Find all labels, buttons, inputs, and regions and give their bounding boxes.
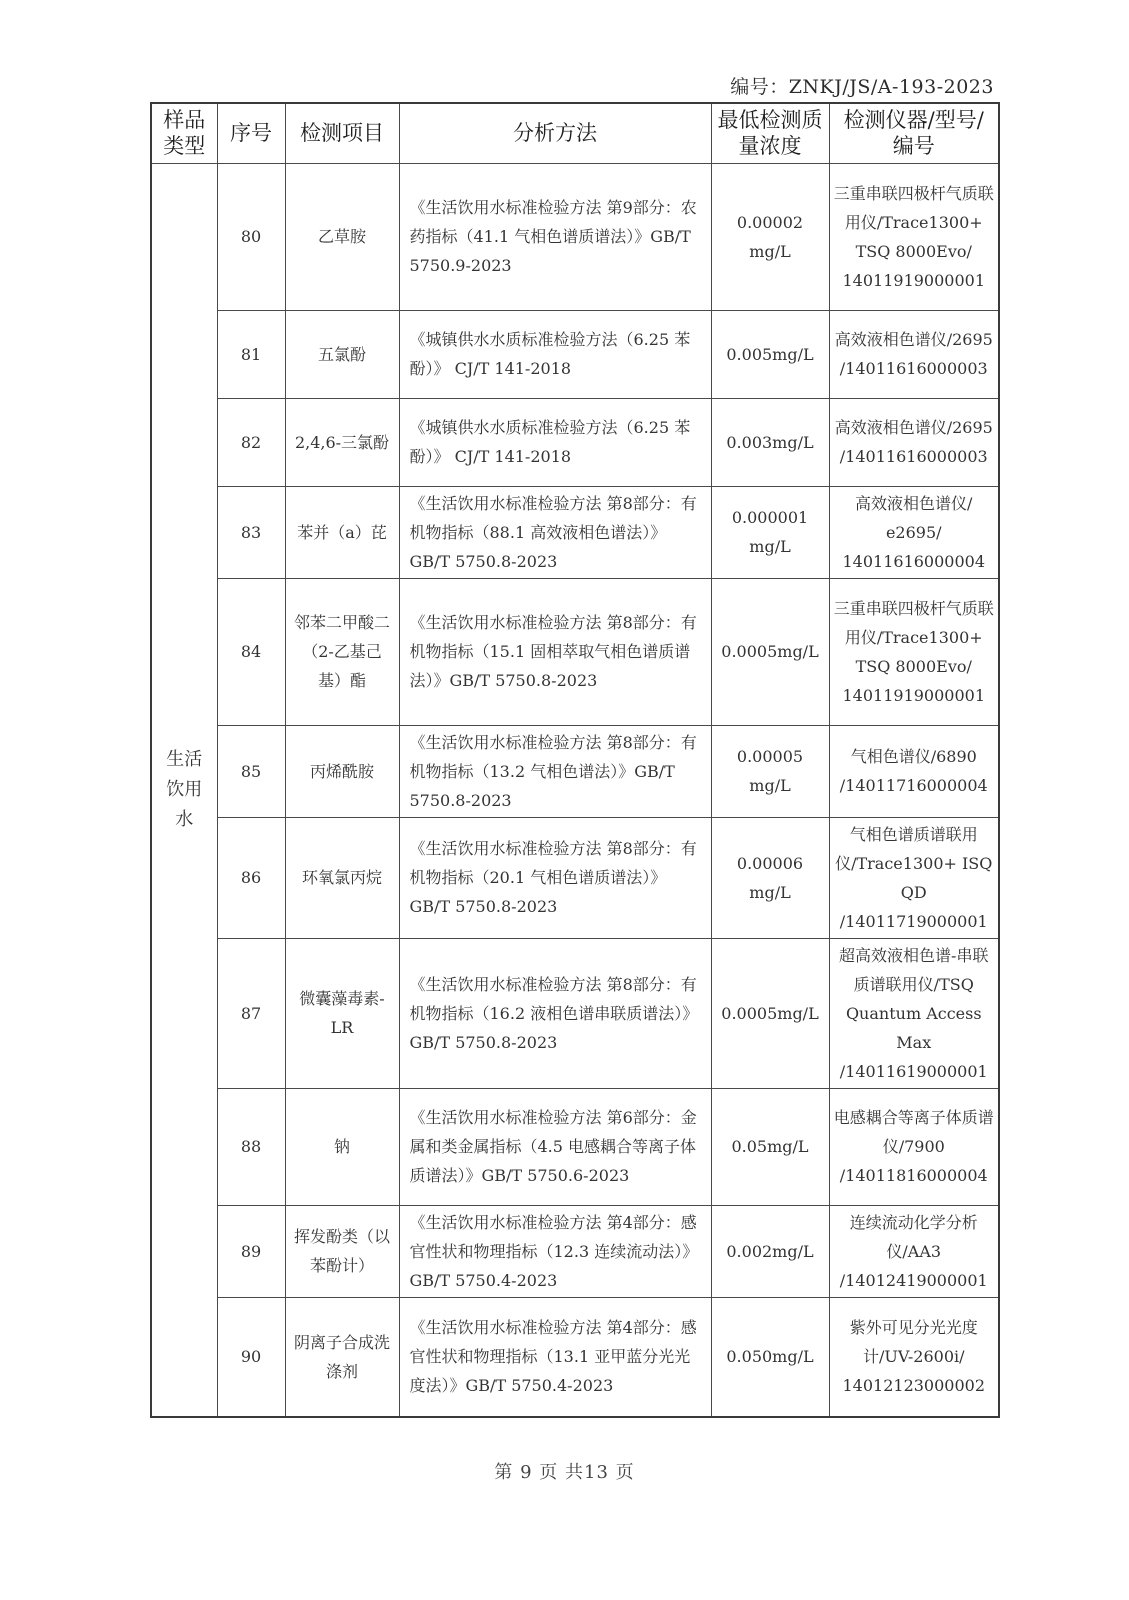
- method-cell: 《生活饮用水标准检验方法 第8部分：有机物指标（88.1 高效液相色谱法）》GB/T 5750.8-2023: [399, 486, 711, 578]
- header-item: 检测项目: [285, 103, 399, 163]
- header-min-conc: 最低检测质量浓度: [711, 103, 829, 163]
- table-row: [151, 398, 999, 486]
- item-cell: 微囊藻毒素-LR: [285, 938, 399, 1088]
- item-cell: 乙草胺: [285, 163, 399, 310]
- item-cell: 五氯酚: [285, 310, 399, 398]
- instrument-cell: 超高效液相色谱-串联质谱联用仪/TSQ Quantum Access Max /14011619000001: [829, 938, 999, 1088]
- instrument-cell: 高效液相色谱仪/2695 /14011616000003: [829, 310, 999, 398]
- instrument-cell: 高效液相色谱仪/ e2695/ 14011616000004: [829, 486, 999, 578]
- method-cell: 《城镇供水水质标准检验方法（6.25 苯酚）》 CJ/T 141-2018: [399, 310, 711, 398]
- seq-cell: 81: [217, 310, 285, 398]
- table-row: [151, 163, 999, 310]
- seq-cell: 83: [217, 486, 285, 578]
- table-row: [151, 938, 999, 1088]
- test-items-table: [150, 102, 1000, 1418]
- method-cell: 《生活饮用水标准检验方法 第9部分：农药指标（41.1 气相色谱质谱法）》GB/T 5750.9-2023: [399, 163, 711, 310]
- min-conc-cell: 0.005mg/L: [711, 310, 829, 398]
- table-row: [151, 578, 999, 725]
- min-conc-cell: 0.050mg/L: [711, 1297, 829, 1417]
- table-row: [151, 725, 999, 817]
- seq-cell: 80: [217, 163, 285, 310]
- min-conc-cell: 0.00005 mg/L: [711, 725, 829, 817]
- item-cell: 钠: [285, 1088, 399, 1205]
- item-cell: 阴离子合成洗涤剂: [285, 1297, 399, 1417]
- method-cell: 《生活饮用水标准检验方法 第8部分：有机物指标（13.2 气相色谱法）》GB/T 5750.8-2023: [399, 725, 711, 817]
- min-conc-cell: 0.002mg/L: [711, 1205, 829, 1297]
- seq-cell: 89: [217, 1205, 285, 1297]
- page-number: 第 9 页 共13 页: [494, 1462, 635, 1483]
- item-cell: 环氧氯丙烷: [285, 817, 399, 938]
- seq-cell: 84: [217, 578, 285, 725]
- header-sample-type: 样品类型: [151, 103, 217, 163]
- instrument-cell: 紫外可见分光光度计/UV-2600i/ 14012123000002: [829, 1297, 999, 1417]
- instrument-cell: 气相色谱仪/6890 /14011716000004: [829, 725, 999, 817]
- instrument-cell: 电感耦合等离子体质谱仪/7900 /14011816000004: [829, 1088, 999, 1205]
- seq-cell: 88: [217, 1088, 285, 1205]
- document-number: 编号：ZNKJ/JS/A-193-2023: [730, 76, 994, 98]
- seq-cell: 85: [217, 725, 285, 817]
- instrument-cell: 高效液相色谱仪/2695 /14011616000003: [829, 398, 999, 486]
- min-conc-cell: 0.05mg/L: [711, 1088, 829, 1205]
- instrument-cell: 三重串联四极杆气质联用仪/Trace1300+ TSQ 8000Evo/ 14011919000001: [829, 163, 999, 310]
- seq-cell: 87: [217, 938, 285, 1088]
- table-row: [151, 817, 999, 938]
- instrument-cell: 连续流动化学分析仪/AA3 /14012419000001: [829, 1205, 999, 1297]
- table-row: [151, 310, 999, 398]
- header-seq: 序号: [217, 103, 285, 163]
- table-header-row: [151, 103, 999, 163]
- method-cell: 《生活饮用水标准检验方法 第4部分：感官性状和物理指标（12.3 连续流动法）》GB/T 5750.4-2023: [399, 1205, 711, 1297]
- method-cell: 《生活饮用水标准检验方法 第8部分：有机物指标（16.2 液相色谱串联质谱法）》GB/T 5750.8-2023: [399, 938, 711, 1088]
- min-conc-cell: 0.0005mg/L: [711, 938, 829, 1088]
- method-cell: 《生活饮用水标准检验方法 第6部分：金属和类金属指标（4.5 电感耦合等离子体质谱法）》GB/T 5750.6-2023: [399, 1088, 711, 1205]
- min-conc-cell: 0.000001 mg/L: [711, 486, 829, 578]
- table-body: [151, 163, 999, 1417]
- header-instrument: 检测仪器/型号/编号: [829, 103, 999, 163]
- sample-type-cell: 生活饮用水: [151, 163, 217, 1417]
- seq-cell: 90: [217, 1297, 285, 1417]
- min-conc-cell: 0.00006 mg/L: [711, 817, 829, 938]
- method-cell: 《城镇供水水质标准检验方法（6.25 苯酚）》 CJ/T 141-2018: [399, 398, 711, 486]
- seq-cell: 82: [217, 398, 285, 486]
- table-row: [151, 486, 999, 578]
- method-cell: 《生活饮用水标准检验方法 第8部分：有机物指标（20.1 气相色谱质谱法）》GB/T 5750.8-2023: [399, 817, 711, 938]
- item-cell: 苯并（a）芘: [285, 486, 399, 578]
- min-conc-cell: 0.003mg/L: [711, 398, 829, 486]
- test-items-table-container: [150, 102, 1000, 1418]
- method-cell: 《生活饮用水标准检验方法 第4部分：感官性状和物理指标（13.1 亚甲蓝分光光度法）》GB/T 5750.4-2023: [399, 1297, 711, 1417]
- seq-cell: 86: [217, 817, 285, 938]
- header-method: 分析方法: [399, 103, 711, 163]
- item-cell: 丙烯酰胺: [285, 725, 399, 817]
- item-cell: 挥发酚类（以苯酚计）: [285, 1205, 399, 1297]
- method-cell: 《生活饮用水标准检验方法 第8部分：有机物指标（15.1 固相萃取气相色谱质谱法）》GB/T 5750.8-2023: [399, 578, 711, 725]
- table-row: [151, 1205, 999, 1297]
- table-row: [151, 1088, 999, 1205]
- min-conc-cell: 0.00002 mg/L: [711, 163, 829, 310]
- item-cell: 邻苯二甲酸二（2-乙基己基）酯: [285, 578, 399, 725]
- instrument-cell: 气相色谱质谱联用仪/Trace1300+ ISQ QD /14011719000001: [829, 817, 999, 938]
- item-cell: 2,4,6-三氯酚: [285, 398, 399, 486]
- min-conc-cell: 0.0005mg/L: [711, 578, 829, 725]
- instrument-cell: 三重串联四极杆气质联用仪/Trace1300+ TSQ 8000Evo/ 14011919000001: [829, 578, 999, 725]
- table-row: [151, 1297, 999, 1417]
